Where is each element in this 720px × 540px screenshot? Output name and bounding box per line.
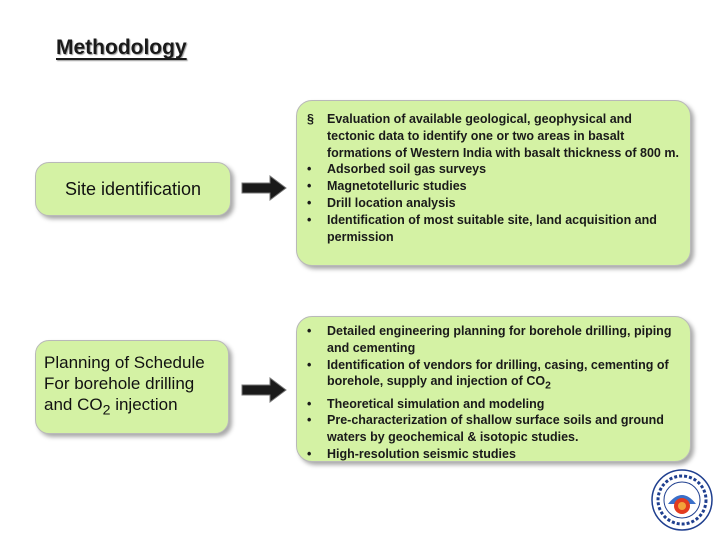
list-item: [305, 111, 680, 161]
planning-schedule-label: [44, 352, 205, 421]
bullet-marker: •: [307, 357, 312, 372]
bullet-marker: •: [307, 212, 312, 227]
site-identification-label: Site identification: [64, 178, 202, 199]
list-item: [305, 212, 680, 246]
site-identification-box: [35, 162, 231, 216]
list-item-text: Adsorbed soil gas surveys: [327, 162, 487, 177]
planning-line-2: For borehole drilling: [44, 374, 195, 394]
list-item-text: Magnetotelluric studies: [327, 179, 467, 194]
list-item: [305, 357, 680, 396]
list-item: [305, 323, 680, 357]
planning-line-3-suffix: injection: [110, 395, 178, 415]
list-item: [305, 446, 680, 463]
list-item-text: Theoretical simulation and modeling: [327, 396, 545, 411]
bullet-marker: •: [307, 413, 312, 428]
list-item-text: Identification of most suitable site, land acquisition and permission: [327, 212, 657, 244]
list-item-text: [327, 357, 680, 396]
list-item-text: Pre-characterization of shallow surface soils and ground waters by geochemical & isotopic studies.: [327, 413, 664, 445]
evaluation-list: [305, 111, 680, 245]
subscript-2: 2: [545, 380, 551, 392]
list-item: [305, 178, 680, 195]
list-item: [305, 195, 680, 212]
list-item-text: High-resolution seismic studies: [327, 447, 516, 462]
list-item-text: Detailed engineering planning for borehole drilling, piping and cementing: [327, 324, 672, 355]
bullet-marker: •: [307, 162, 312, 177]
planning-list: [305, 323, 680, 463]
bullet-marker: •: [307, 324, 312, 338]
planning-line-1: Planning of Schedule: [44, 353, 205, 373]
right-arrow-icon: [240, 175, 288, 201]
bullet-marker: •: [307, 447, 312, 462]
planning-line-3-text: and CO: [44, 395, 103, 415]
list-item: [305, 396, 680, 413]
bullet-marker: •: [307, 179, 312, 194]
institute-emblem-logo: [650, 468, 714, 532]
bullet-marker: •: [307, 195, 312, 210]
planning-detail-box: [296, 316, 691, 462]
bullet-marker: •: [307, 396, 312, 411]
evaluation-box: [296, 100, 691, 266]
list-item: [305, 412, 680, 446]
page-title: Methodology: [56, 36, 187, 59]
list-item-text-main: Identification of vendors for drilling, casing, cementing of borehole, supply and injection of CO: [327, 357, 669, 389]
list-item: [305, 161, 680, 178]
list-item-text: Drill location analysis: [327, 195, 456, 210]
subscript-2: 2: [102, 402, 111, 419]
right-arrow-icon: [240, 377, 288, 403]
bullet-marker: §: [307, 112, 314, 126]
planning-schedule-box: [35, 340, 229, 434]
list-item-text: Evaluation of available geological, geophysical and tectonic data to identify one or two areas in basalt formations of Western India with basalt thickness of 800 m.: [327, 112, 679, 160]
planning-line-3: [44, 394, 205, 421]
